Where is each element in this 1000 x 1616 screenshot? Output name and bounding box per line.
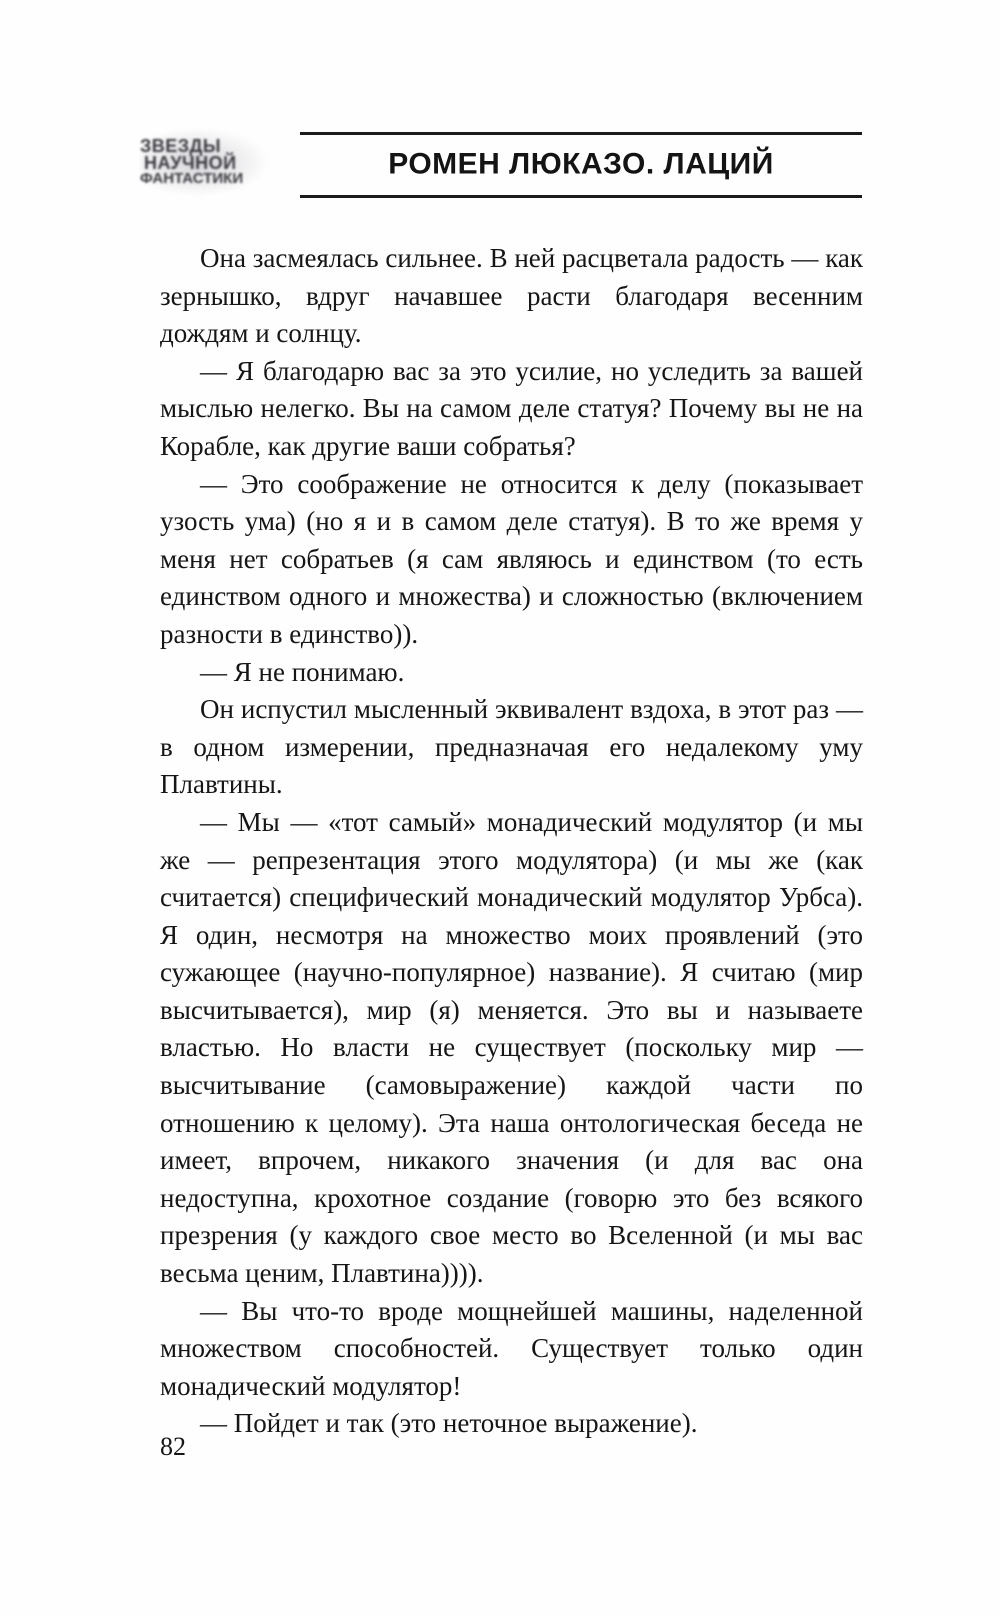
series-logo-line: ФАНТАСТИКИ — [140, 169, 244, 187]
paragraph: — Пойдет и так (это неточное выражение). — [200, 1408, 698, 1439]
paragraph: Он испустил мысленный эквивалент вздоха, в этот раз — в одном измерении, предназначая его недалекому уму Плавтины. — [160, 694, 863, 800]
paragraph: Она засмеялась сильнее. В ней расцветала радость — как зернышко, вдруг начавшее расти благодаря весенним дождям и солнцу. — [160, 243, 863, 349]
paragraph: — Это соображение не относится к делу (показывает узость ума) (но я и в самом деле статуя). В то же время у меня нет собратьев (я сам являюсь и единством (то есть единством одного и множества) и сложностью (включением разности в единство)). — [160, 468, 863, 649]
series-logo-line: НАУЧНОЙ — [144, 152, 237, 173]
header-rule-top — [300, 132, 862, 135]
paragraph: — Я не понимаю. — [200, 656, 405, 687]
page-number: 82 — [160, 1432, 186, 1461]
series-logo-line: ЗВЕЗДЫ — [140, 135, 222, 156]
header-rule-bottom — [300, 195, 862, 198]
book-title: РОМЕН ЛЮКАЗО. ЛАЦИЙ — [388, 147, 774, 181]
paragraph: — Мы — «тот самый» монадический модулятор (и мы же — репрезентация этого модулятора) (и мы же (как считается) специфический монадический модулятор Урбса). Я один, несмотря на множество моих проявлений (это сужающее (научно-популярное) название). Я считаю (мир высчитывается), мир (я) меняется. Это вы и называете властью. Но власти не существует (поскольку мир — высчитывание (самовыражение) каждой части по отношению к целому). Эта наша онтологическая беседа не имеет, впрочем, никакого значения (и для вас она недоступна, крохотное создание (говорю это без всякого презрения (у каждого свое место во Вселенной (и мы вас весьма ценим, Плавтина)))). — [160, 806, 863, 1289]
body-text — [160, 240, 863, 1443]
paragraph: — Вы что-то вроде мощнейшей машины, наделенной множеством способностей. Существует только один монадический модулятор! — [160, 1295, 863, 1401]
running-head — [140, 126, 862, 200]
title-block — [300, 126, 862, 200]
series-logo — [140, 128, 268, 196]
paragraph: — Я благодарю вас за это усилие, но уследить за вашей мыслью нелегко. Вы на самом деле статуя? Почему вы не на Корабле, как другие ваши собратья? — [160, 355, 863, 461]
